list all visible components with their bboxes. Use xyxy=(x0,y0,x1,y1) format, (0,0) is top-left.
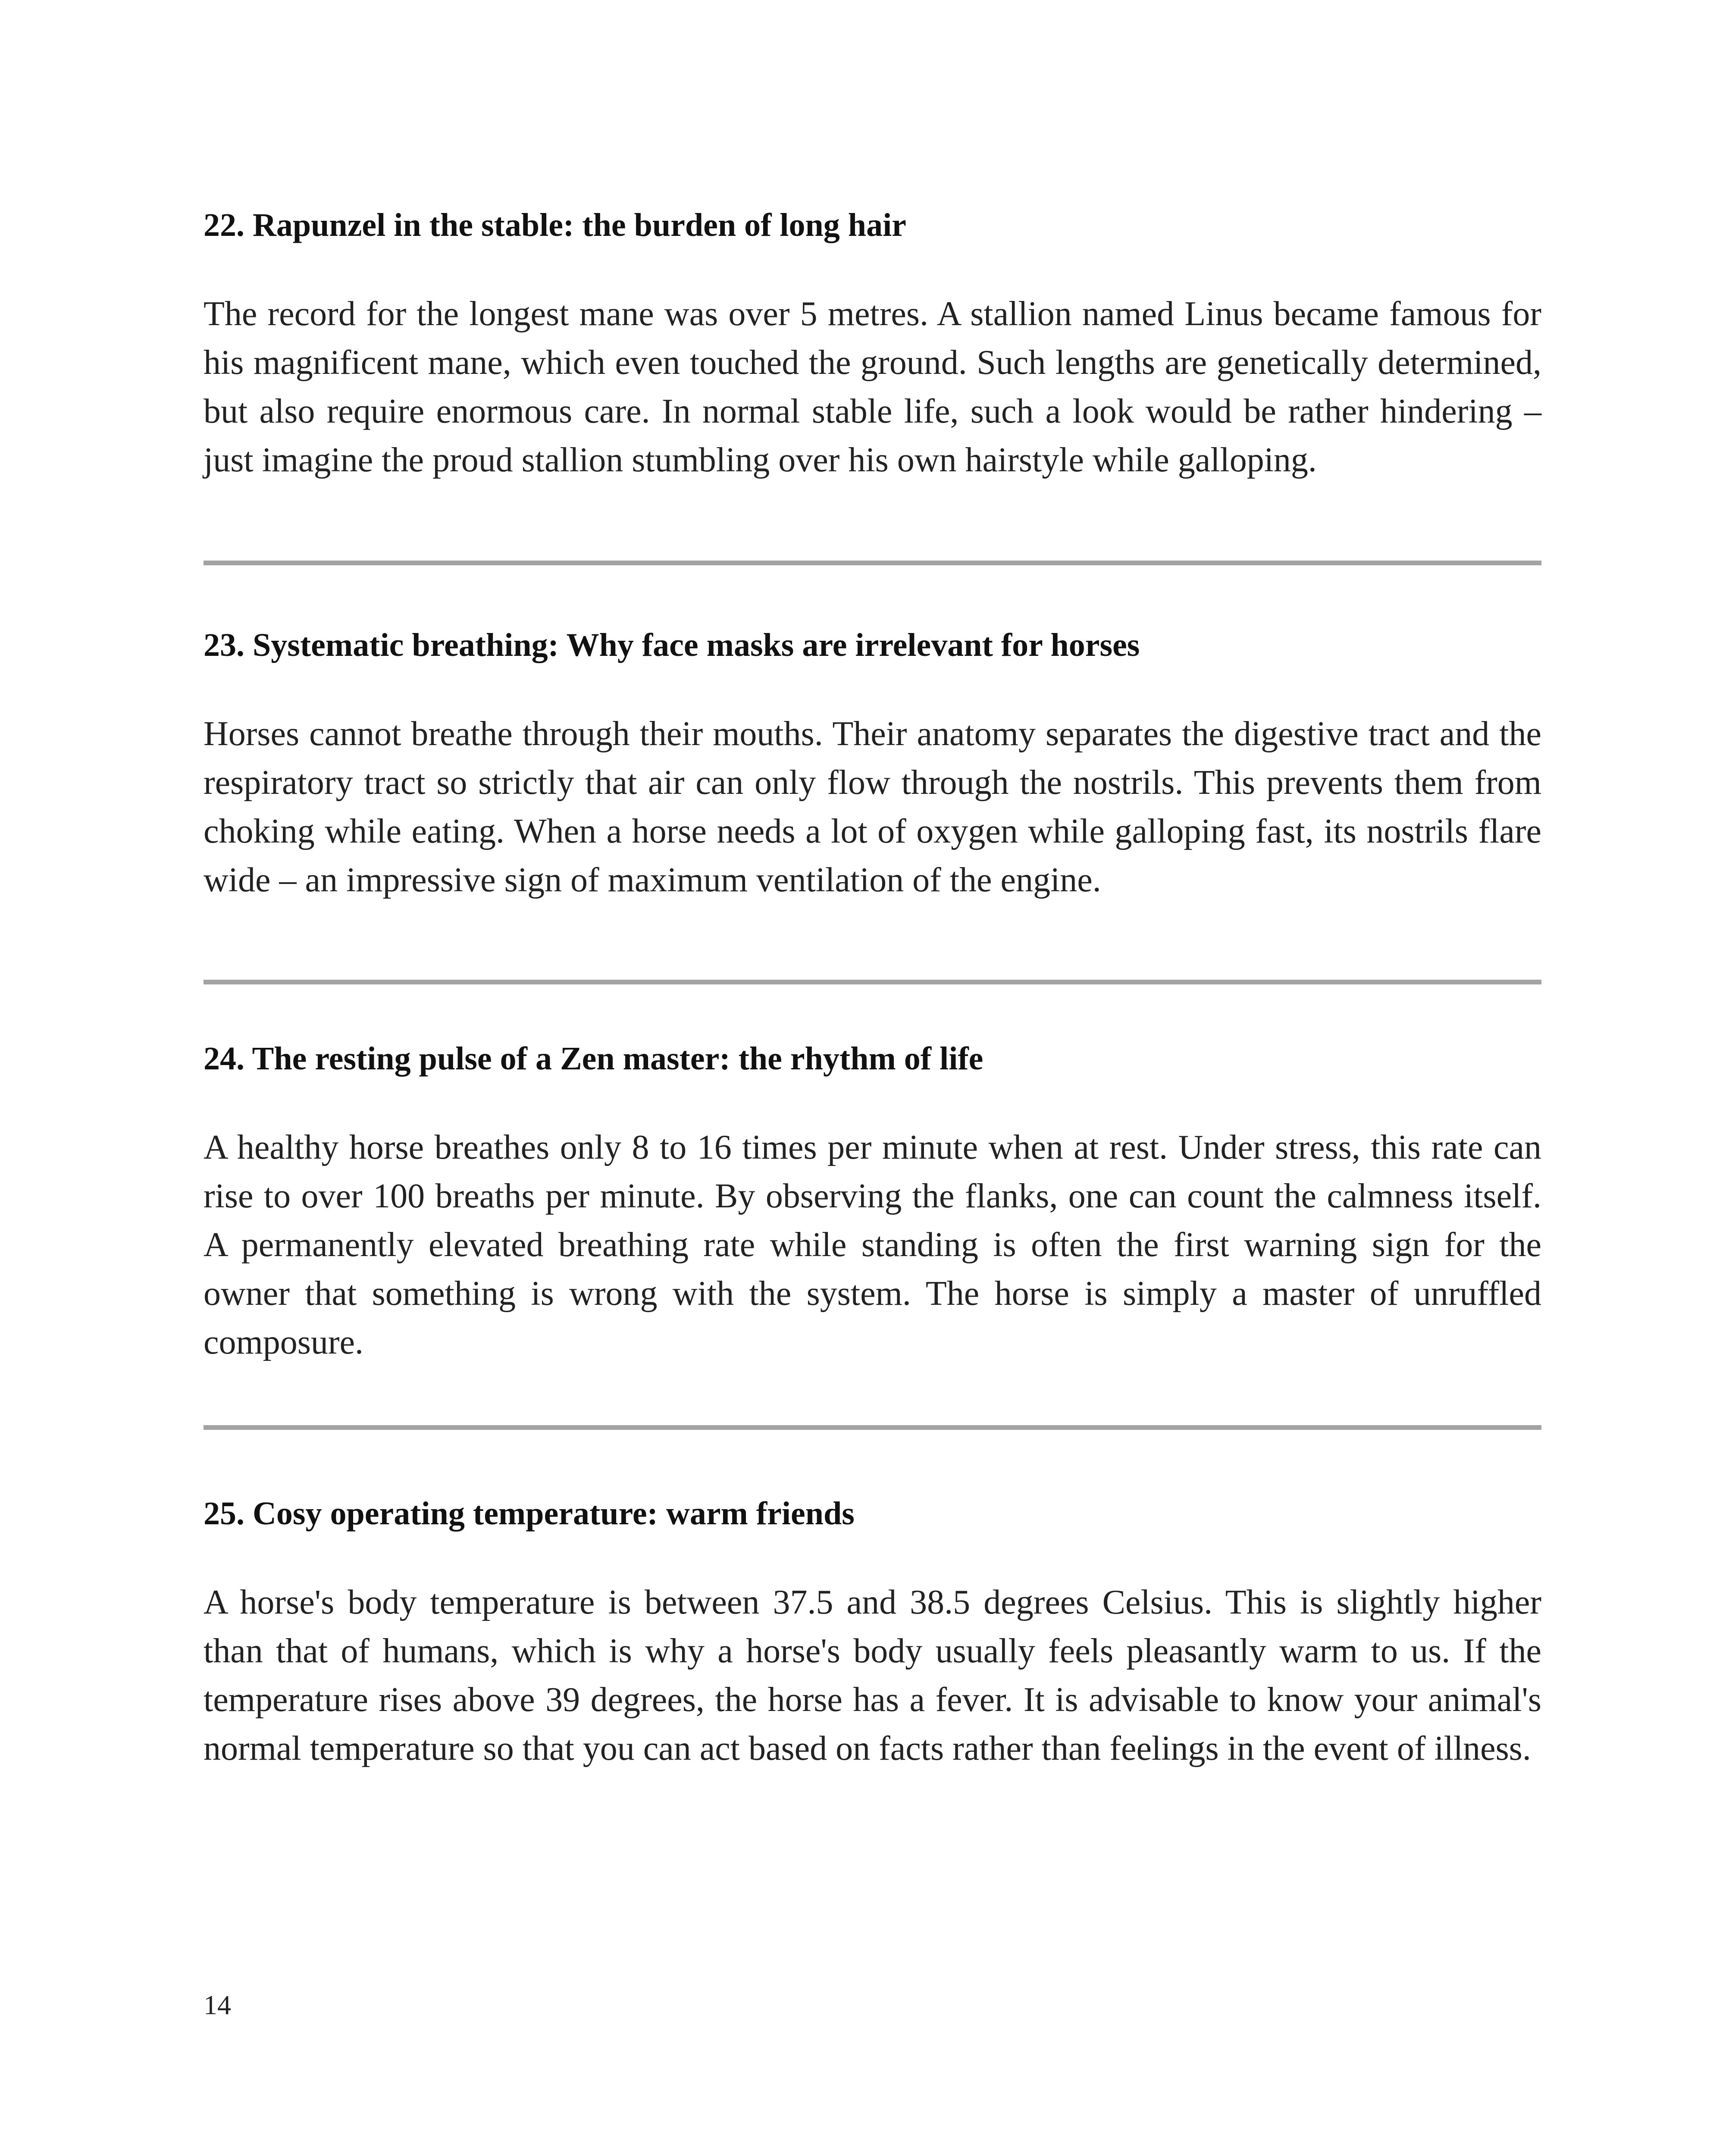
section-25 xyxy=(204,1492,1541,1773)
section-body: A healthy horse breathes only 8 to 16 times per minute when at rest. Under stress, this rate can rise to over 100 breaths per minute. By observing the flanks, one can count the calmness itself. A permanently elevated breathing rate while standing is often the first warning sign for the owner that something is wrong with the system. The horse is simply a master of unruffled composure. xyxy=(204,1128,1541,1361)
section-title: 24. The resting pulse of a Zen master: the rhythm of life xyxy=(204,1040,983,1077)
section-title: 22. Rapunzel in the stable: the burden of long hair xyxy=(204,207,906,243)
section-divider xyxy=(204,1425,1541,1430)
document-page xyxy=(204,0,1541,2156)
section-body: A horse's body temperature is between 37.5 and 38.5 degrees Celsius. This is slightly higher than that of humans, which is why a horse's body usually feels pleasantly warm to us. If the temperature rises above 39 degrees, the horse has a fever. It is advisable to know your animal's normal temperature so that you can act based on facts rather than feelings in the event of illness. xyxy=(204,1583,1541,1767)
section-body: Horses cannot breathe through their mouths. Their anatomy separates the digestive tract and the respiratory tract so strictly that air can only flow through the nostrils. This prevents them from choking while eating. When a horse needs a lot of oxygen while galloping fast, its nostrils flare wide – an impressive sign of maximum ventilation of the engine. xyxy=(204,715,1541,899)
section-divider xyxy=(204,561,1541,565)
section-22 xyxy=(204,204,1541,485)
section-divider xyxy=(204,980,1541,984)
section-24 xyxy=(204,1037,1541,1367)
section-23 xyxy=(204,624,1541,905)
section-title: 23. Systematic breathing: Why face masks are irrelevant for horses xyxy=(204,627,1140,663)
page-number: 14 xyxy=(204,1990,231,2020)
section-body: The record for the longest mane was over 5 metres. A stallion named Linus became famous for his magnificent mane, which even touched the ground. Such lengths are genetically determined, but also require enormous care. In normal stable life, such a look would be rather hindering – just imagine the proud stallion stumbling over his own hairstyle while galloping. xyxy=(204,295,1541,479)
section-title: 25. Cosy operating temperature: warm friends xyxy=(204,1495,855,1532)
